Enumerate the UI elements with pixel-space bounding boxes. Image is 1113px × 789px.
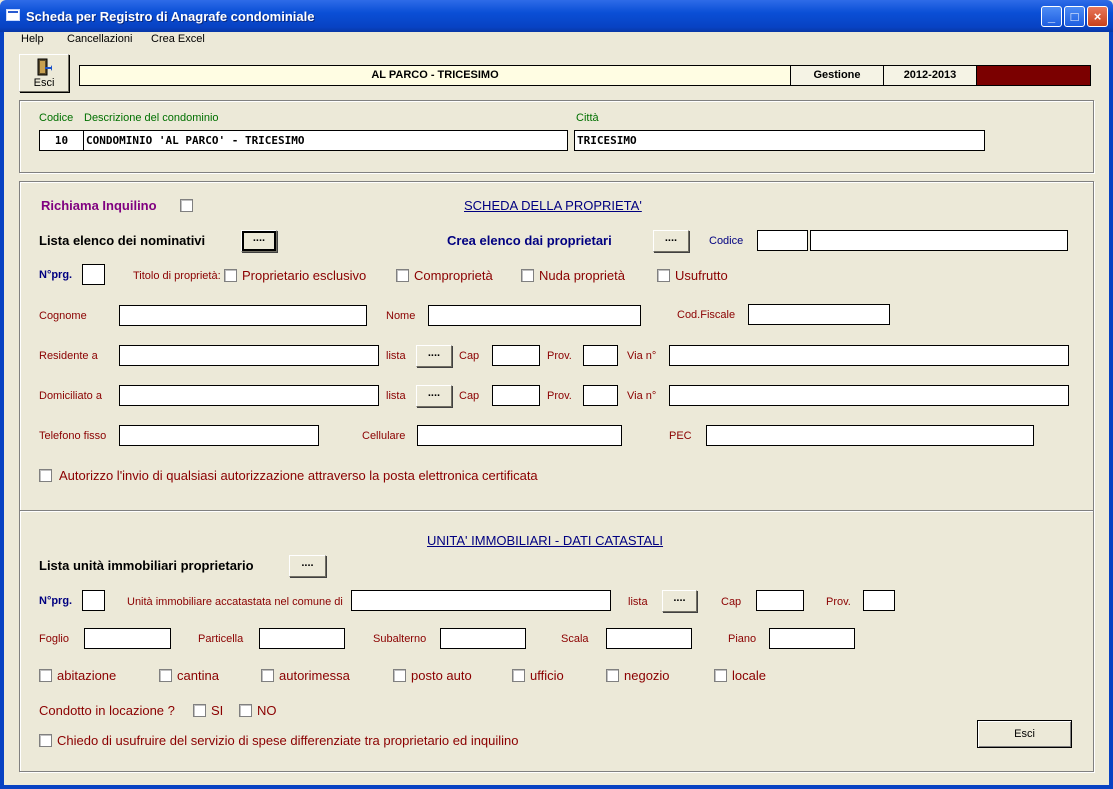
particella-label: Particella: [198, 633, 244, 645]
citta-field[interactable]: TRICESIMO: [574, 130, 985, 151]
app-icon: [6, 9, 20, 21]
unita-nprg-field[interactable]: [82, 590, 105, 611]
domiciliato-cap-field[interactable]: [492, 385, 540, 406]
comproprieta-checkbox[interactable]: [396, 269, 409, 282]
cognome-label: Cognome: [39, 310, 87, 322]
unita-lista-label: lista: [628, 596, 648, 608]
ufficio-label: ufficio: [530, 668, 564, 683]
locazione-no-label: NO: [257, 703, 277, 718]
residente-prov-label: Prov.: [547, 350, 572, 362]
usufrutto-label: Usufrutto: [675, 268, 728, 283]
scala-field[interactable]: [606, 628, 692, 649]
residente-via-label: Via n°: [627, 350, 657, 362]
comproprieta-label: Comproprietà: [414, 268, 493, 283]
crea-elenco-button[interactable]: ....: [653, 230, 689, 252]
codfiscale-label: Cod.Fiscale: [677, 309, 736, 321]
residente-cap-field[interactable]: [492, 345, 540, 366]
cognome-field[interactable]: [119, 305, 367, 326]
servizio-spese-label: Chiedo di usufruire del servizio di spese differenziate tra proprietario ed inquilino: [57, 733, 519, 748]
locazione-no-checkbox[interactable]: [239, 704, 252, 717]
menu-crea-excel[interactable]: Crea Excel: [151, 33, 205, 45]
residente-lista-button[interactable]: ....: [416, 345, 452, 367]
exit-toolbar-label: Esci: [33, 77, 55, 89]
codfiscale-field[interactable]: [748, 304, 890, 325]
exit-toolbar-button[interactable]: [19, 54, 69, 92]
menu-cancellazioni[interactable]: Cancellazioni: [67, 33, 133, 45]
subalterno-field[interactable]: [440, 628, 526, 649]
domiciliato-via-label: Via n°: [627, 390, 657, 402]
particella-field[interactable]: [259, 628, 345, 649]
window-frame-bottom: [0, 785, 1113, 789]
nuda-proprieta-label: Nuda proprietà: [539, 268, 625, 283]
autorizzo-pec-label: Autorizzo l'invio di qualsiasi autorizzazione attraverso la posta elettronica certificata: [59, 468, 538, 483]
close-button[interactable]: ×: [1087, 6, 1108, 27]
autorizzo-pec-checkbox[interactable]: [39, 469, 52, 482]
header-gestione-label: Gestione: [790, 65, 884, 86]
domiciliato-prov-label: Prov.: [547, 390, 572, 402]
exit-button[interactable]: Esci: [977, 720, 1072, 748]
codice-proprietario-label: Codice: [709, 235, 744, 247]
pec-field[interactable]: [706, 425, 1034, 446]
foglio-label: Foglio: [39, 633, 69, 645]
abitazione-label: abitazione: [57, 668, 117, 683]
crea-elenco-label: Crea elenco dai proprietari: [447, 233, 612, 248]
citta-label: Città: [576, 112, 599, 124]
lista-nominativi-label: Lista elenco dei nominativi: [39, 233, 206, 248]
unita-cap-field[interactable]: [756, 590, 804, 611]
locazione-si-label: SI: [211, 703, 224, 718]
domiciliato-lista-button[interactable]: ....: [416, 385, 452, 407]
telefono-field[interactable]: [119, 425, 319, 446]
piano-field[interactable]: [769, 628, 855, 649]
ufficio-checkbox[interactable]: [512, 669, 525, 682]
abitazione-checkbox[interactable]: [39, 669, 52, 682]
negozio-label: negozio: [624, 668, 670, 683]
codice-proprietario-desc-field[interactable]: [810, 230, 1068, 251]
residente-via-field[interactable]: [669, 345, 1069, 366]
unita-prov-field[interactable]: [863, 590, 895, 611]
locale-label: locale: [732, 668, 766, 683]
posto-auto-label: posto auto: [411, 668, 472, 683]
domiciliato-via-field[interactable]: [669, 385, 1069, 406]
locazione-si-checkbox[interactable]: [193, 704, 206, 717]
codice-field[interactable]: 10: [39, 130, 84, 151]
pec-label: PEC: [669, 430, 692, 442]
exit-door-icon: [36, 58, 52, 76]
residente-cap-label: Cap: [459, 350, 480, 362]
residente-label: Residente a: [39, 350, 98, 362]
cellulare-field[interactable]: [417, 425, 622, 446]
accatastata-comune-field[interactable]: [351, 590, 611, 611]
residente-lista-label: lista: [386, 350, 406, 362]
servizio-spese-checkbox[interactable]: [39, 734, 52, 747]
maximize-button[interactable]: □: [1064, 6, 1085, 27]
header-color-block: [976, 65, 1091, 86]
autorimessa-label: autorimessa: [279, 668, 350, 683]
codice-label: Codice: [39, 112, 74, 124]
domiciliato-prov-field[interactable]: [583, 385, 618, 406]
unita-nprg-label: N°prg.: [39, 595, 73, 607]
minimize-button[interactable]: _: [1041, 6, 1062, 27]
lista-unita-button[interactable]: ....: [289, 555, 326, 577]
subalterno-label: Subalterno: [373, 633, 427, 645]
unita-lista-button[interactable]: ....: [662, 590, 697, 612]
accatastata-label: Unità immobiliare accatastata nel comune di: [127, 596, 343, 608]
domiciliato-label: Domiciliato a: [39, 390, 102, 402]
cantina-label: cantina: [177, 668, 219, 683]
proprietario-esclusivo-checkbox[interactable]: [224, 269, 237, 282]
piano-label: Piano: [728, 633, 757, 645]
negozio-checkbox[interactable]: [606, 669, 619, 682]
foglio-field[interactable]: [84, 628, 171, 649]
residente-prov-field[interactable]: [583, 345, 618, 366]
domiciliato-lista-label: lista: [386, 390, 406, 402]
scala-label: Scala: [561, 633, 589, 645]
telefono-label: Telefono fisso: [39, 430, 107, 442]
lista-nominativi-button[interactable]: ....: [241, 230, 277, 252]
titolo-proprieta-label: Titolo di proprietà:: [133, 270, 221, 282]
nome-label: Nome: [386, 310, 416, 322]
window-frame-left: [0, 32, 4, 789]
menu-help[interactable]: Help: [21, 33, 44, 45]
header-gestione-year: 2012-2013: [883, 65, 977, 86]
window-frame-right: [1109, 32, 1113, 789]
nuda-proprieta-checkbox[interactable]: [521, 269, 534, 282]
codice-proprietario-field[interactable]: [757, 230, 808, 251]
autorimessa-checkbox[interactable]: [261, 669, 274, 682]
domiciliato-cap-label: Cap: [459, 390, 480, 402]
descrizione-field[interactable]: CONDOMINIO 'AL PARCO' - TRICESIMO: [83, 130, 568, 151]
posto-auto-checkbox[interactable]: [393, 669, 406, 682]
domiciliato-field[interactable]: [119, 385, 379, 406]
unita-prov-label: Prov.: [826, 596, 851, 608]
nprg-label: N°prg.: [39, 269, 73, 281]
cantina-checkbox[interactable]: [159, 669, 172, 682]
nprg-field[interactable]: [82, 264, 105, 285]
header-condominio-name: AL PARCO - TRICESIMO: [79, 65, 791, 86]
descrizione-label: Descrizione del condominio: [84, 112, 219, 124]
richiama-inquilino-label: Richiama Inquilino: [41, 198, 157, 213]
usufrutto-checkbox[interactable]: [657, 269, 670, 282]
nome-field[interactable]: [428, 305, 641, 326]
locazione-label: Condotto in locazione ?: [39, 703, 175, 718]
cellulare-label: Cellulare: [362, 430, 406, 442]
proprietario-esclusivo-label: Proprietario esclusivo: [242, 268, 367, 283]
locale-checkbox[interactable]: [714, 669, 727, 682]
window-title: Scheda per Registro di Anagrafe condominiale: [26, 9, 315, 24]
unita-immobiliari-title: UNITA' IMMOBILIARI - DATI CATASTALI: [427, 533, 664, 548]
scheda-proprieta-title: SCHEDA DELLA PROPRIETA': [464, 198, 642, 213]
lista-unita-label: Lista unità immobiliari proprietario: [39, 558, 254, 573]
residente-field[interactable]: [119, 345, 379, 366]
unita-cap-label: Cap: [721, 596, 742, 608]
richiama-inquilino-checkbox[interactable]: [180, 199, 193, 212]
